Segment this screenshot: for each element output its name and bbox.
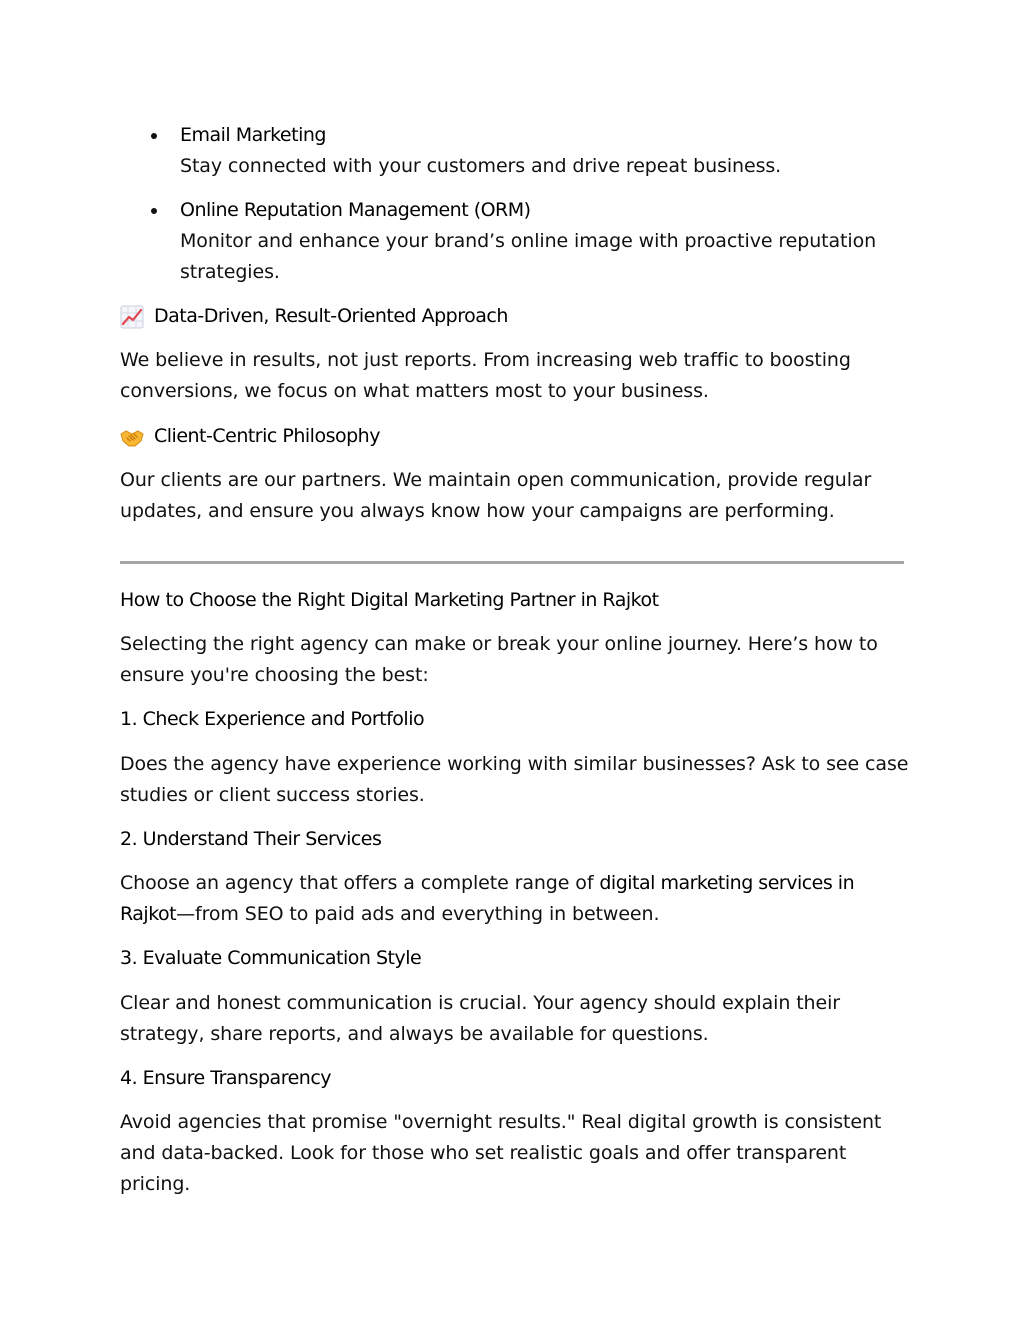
keyword-link: digital marketing services in Rajkot — [120, 872, 855, 925]
chart-increasing-icon — [120, 305, 144, 329]
step-body-text: —from SEO to paid ads and everything in between. — [176, 903, 660, 925]
bullet-icon — [151, 208, 157, 214]
section-body: We believe in results, not just reports. From increasing web traffic to boosting conversions, we focus on what matters most to your business. — [120, 349, 851, 402]
guide-intro: Selecting the right agency can make or break your online journey. Here’s how to ensure you're choosing the best: — [120, 633, 878, 686]
list-item-orm — [180, 195, 880, 288]
step-body — [120, 868, 910, 930]
step-body: Avoid agencies that promise "overnight results." Real digital growth is consistent and data-backed. Look for those who set realistic goals and offer transparent pricing. — [120, 1111, 882, 1195]
philosophy-section — [120, 421, 910, 527]
service-description: Stay connected with your customers and drive repeat business. — [180, 155, 782, 177]
step-heading: 3. Evaluate Communication Style — [120, 947, 422, 969]
horizontal-divider — [120, 561, 904, 564]
step-heading: 1. Check Experience and Portfolio — [120, 708, 425, 730]
bullet-icon — [151, 133, 157, 139]
service-description: Monitor and enhance your brand’s online image with proactive reputation strategies. — [180, 230, 877, 283]
service-title: Email Marketing — [180, 124, 326, 146]
approach-section — [120, 301, 910, 407]
section-body: Our clients are our partners. We maintain open communication, provide regular updates, and ensure you always know how your campaigns are performing. — [120, 469, 872, 522]
step-body: Does the agency have experience working with similar businesses? Ask to see case studies or client success stories. — [120, 753, 909, 806]
step-heading: 4. Ensure Transparency — [120, 1067, 332, 1089]
section-heading: Data-Driven, Result-Oriented Approach — [154, 305, 508, 327]
handshake-icon — [120, 425, 144, 449]
step-body: Clear and honest communication is crucial. Your agency should explain their strategy, share reports, and always be available for questions. — [120, 992, 840, 1045]
list-item-email-marketing — [180, 120, 880, 182]
step-body-text: Choose an agency that offers a complete range of — [120, 872, 600, 894]
guide-heading: How to Choose the Right Digital Marketing Partner in Rajkot — [120, 589, 659, 611]
section-heading: Client-Centric Philosophy — [154, 425, 380, 447]
service-title: Online Reputation Management (ORM) — [180, 199, 531, 221]
step-heading: 2. Understand Their Services — [120, 828, 382, 850]
